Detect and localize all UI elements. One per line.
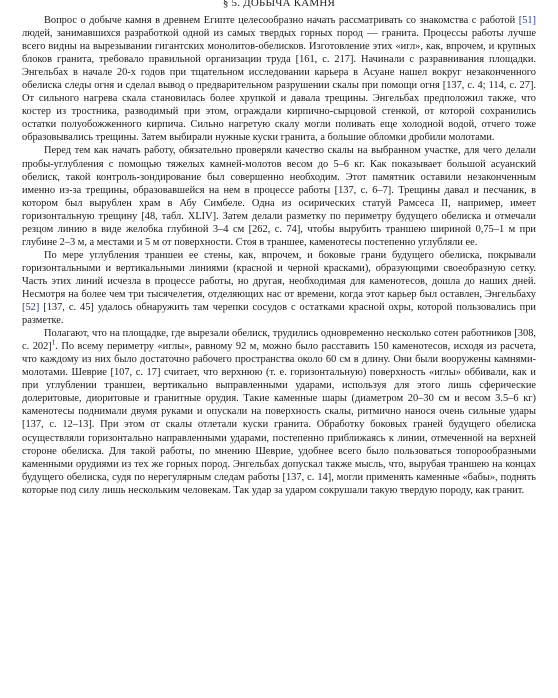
paragraph-text: людей, занимавшихся разработкой одной из самых твердых горных пород — гранита. Процессы работы лучше всего видны на вырезывании гигантских монолитов-обелисков. Изготовление этих «игл», как, впрочем, и крупных блоков гранита, требовало правильной организации труда [161, с. 217]. Начинали с разравнивания площадки. Энгельбах в начале 20-х годов при тщательном исследовании карьера в Асуане нашел вокруг незаконченного обелиска следы огня и сделал вывод о предварительном разрушении скалы при помощи огня [137, с. 4; 114, с. 27]. От сильного нагрева скала становилась более хрупкой и давала трещины. Энгельбах предположил также, что костер из тростника, разводимый при этом, ограждали кирпично-сырцовой стенкой, от которой сохранились остатки полуобожженного кирпича. Сильно нагретую скалу могли поливать еще холодной водой, отчего тоже образовывались трещины. Затем выбирали нужные куски гранита, а большие обломки дробили молотами.	[22, 28, 536, 144]
reference-link[interactable]: [51]	[518, 15, 536, 26]
paragraph	[22, 327, 536, 497]
paragraph	[22, 144, 536, 248]
paragraph-text: По мере углубления траншеи ее стены, как, впрочем, и боковые грани будущего обелиска, покрывали горизонтальными и вертикальными линиями (красной и черной красками), образующими своеобразную сетку. Часть этих линий исчезла в процессе работы, но другая, необходимая для каменотесов, дошла до наших дней. Несмотря на более чем три тысячелетия, отделяющих нас от времени, когда этот карьер был оставлен, Энгельбаху	[22, 249, 536, 300]
paragraph-text: Вопрос о добыче камня в древнем Египте целесообразно начать рассматривать со знакомства с работой	[44, 15, 519, 26]
footnote-marker[interactable]: 1	[51, 338, 56, 347]
document-body	[22, 14, 536, 497]
paragraph	[22, 249, 536, 327]
paragraph	[22, 14, 536, 144]
paragraph-text: [137, с. 45] удалось обнаружить там черепки сосудов с остатками красной охры, которой пользовались при разметке.	[22, 302, 536, 327]
paragraph-text: Перед тем как начать работу, обязательно проверяли качество скалы на выбранном участке, для чего делали пробы-углубления с помощью тяжелых камней-молотов весом до 5–6 кг. Как показывает большой асуанский обелиск, такой контроль-зондирование был совершенно необходим. Этот памятник оставили незаконченным именно из-за трещины, образовавшейся на нем в процессе работы [137, с. 6–7]. Трещины давал и песчаник, в котором был вырублен храм в Абу Симбеле. Одна из осирических статуй Рамсеса II, например, имеет горизонтальную трещину [48, табл. XLIV]. Затем делали разметку по периметру будущего обелиска и отмечали резцом линию в виде желобка глубиной 3–4 см [262, с. 74], чтобы вырубить траншею шириной 0,75–1 м при глубине 2–3 м, а местами и 5 м от поверхности. Стоя в траншее, каменотесы постепенно углубляли ее.	[22, 145, 536, 248]
paragraph-text: Полагают, что на площадке, где вырезали обелиск, трудились одновременно несколько сотен работников [308, с. 202]	[22, 328, 536, 353]
section-heading: § 5. ДОБЫЧА КАМНЯ	[222, 0, 336, 9]
reference-link[interactable]: [52]	[22, 302, 40, 314]
paragraph-text: . По всему периметру «иглы», равному 92 м, можно было расставить 150 каменотесов, исходя из расчета, что каждому из них было достаточно рабочего пространства около 60 см в длину. Они были вооружены камнями-молотами. Шеврие [107, с. 17] считает, что верхнюю (т. е. горизонтальную) поверхность «иглы» оббивали, как и при углублении траншеи, вертикально выправленными ударами, используя для этого лишь сферические долеритовые, диоритовые и гранитные орудия. Такие каменные шары (диаметром 20–30 см и весом 3.5–6 кг) каменотесы поднимали двумя руками и опускали на поверхность скалы, ритмично нанося очень сильные удары [137, с. 12–13]. При этом от скалы отлетали куски гранита. Обработку боковых граней будущего обелиска осуществляли горизонтально направленными ударами, постепенно приближаясь к линии, отмеченной на верхней стороне обелиска. Для такой работы, по мнению Шеврие, удобнее всего было пользоваться топорообразными каменными орудиями из тех же горных пород. Энгельбах допускал также мысль, что, вырубая траншею на концах будущего обелиска, судя по нерегулярным следам работы [137, с. 14], могли применять каменные «бабы», поднять которые под силу лишь нескольким человекам. Так удар за ударом сокрушали такую твердую породу, как гранит.	[22, 341, 536, 496]
